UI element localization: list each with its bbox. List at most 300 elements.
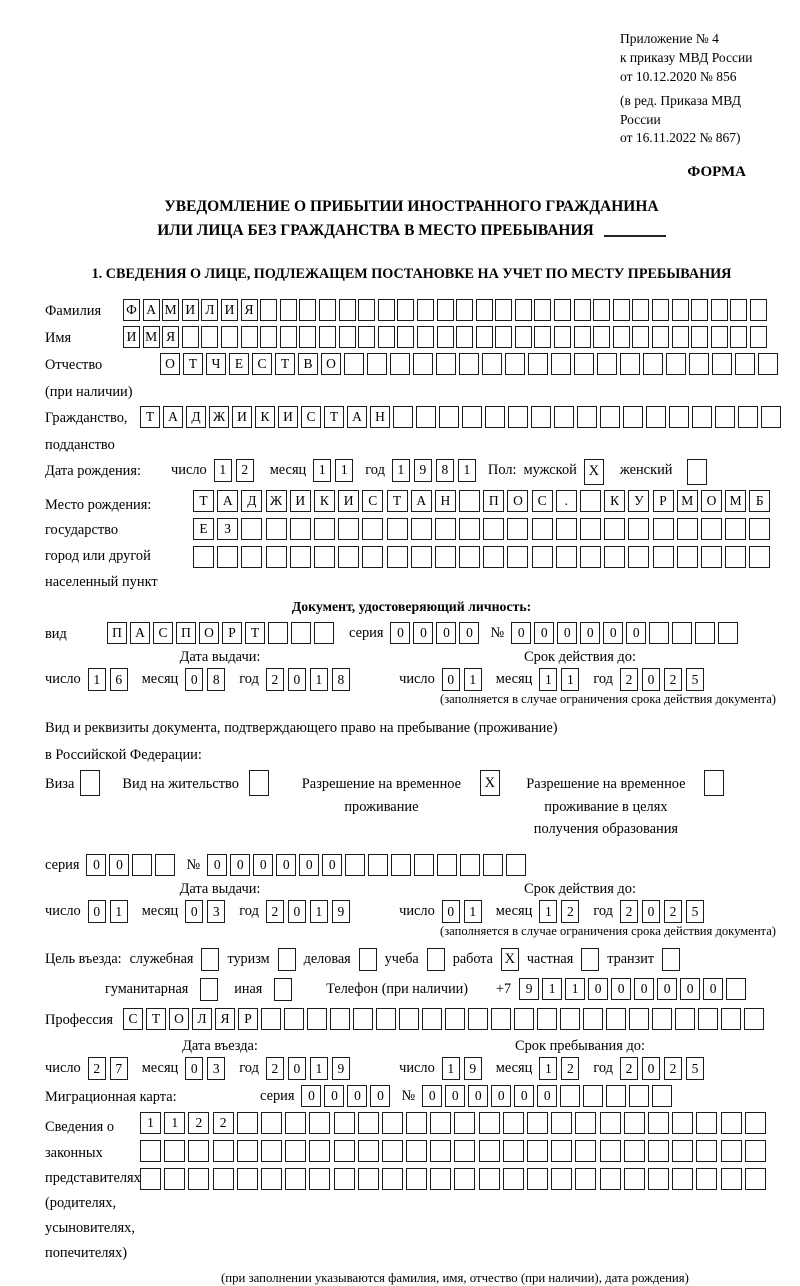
char-cell[interactable]: 1 <box>539 900 557 923</box>
char-cell[interactable] <box>554 299 571 321</box>
char-cell[interactable] <box>495 326 512 348</box>
vnzh-checkbox[interactable] <box>249 770 269 796</box>
char-cell[interactable]: 9 <box>332 1057 350 1080</box>
char-cell[interactable] <box>646 406 666 428</box>
char-cell[interactable]: П <box>107 622 127 644</box>
char-cell[interactable] <box>672 1168 693 1190</box>
char-cell[interactable] <box>672 326 689 348</box>
char-cell[interactable]: 0 <box>642 1057 660 1080</box>
char-cell[interactable]: 9 <box>464 1057 482 1080</box>
char-cell[interactable]: 0 <box>642 900 660 923</box>
char-cell[interactable]: 2 <box>188 1112 209 1134</box>
char-cell[interactable]: Р <box>222 622 242 644</box>
char-cell[interactable] <box>677 518 698 540</box>
char-cell[interactable] <box>503 1140 524 1162</box>
char-cell[interactable] <box>554 326 571 348</box>
char-cell[interactable]: Я <box>241 299 258 321</box>
char-cell[interactable]: 3 <box>207 1057 225 1080</box>
char-cell[interactable]: 0 <box>288 668 306 691</box>
char-cell[interactable] <box>624 1168 645 1190</box>
char-cell[interactable]: Я <box>162 326 179 348</box>
char-cell[interactable]: И <box>221 299 238 321</box>
char-cell[interactable]: Т <box>193 490 214 512</box>
char-cell[interactable]: В <box>298 353 318 375</box>
char-cell[interactable]: 2 <box>561 1057 579 1080</box>
char-cell[interactable] <box>376 1008 396 1030</box>
char-cell[interactable] <box>382 1140 403 1162</box>
doc-number-cells[interactable] <box>511 622 741 644</box>
char-cell[interactable] <box>672 299 689 321</box>
char-cell[interactable] <box>362 518 383 540</box>
char-cell[interactable]: 1 <box>561 668 579 691</box>
char-cell[interactable]: 0 <box>288 1057 306 1080</box>
char-cell[interactable]: 6 <box>110 668 128 691</box>
char-cell[interactable] <box>460 854 480 876</box>
birth-day-cells[interactable] <box>214 459 258 482</box>
char-cell[interactable]: 0 <box>253 854 273 876</box>
char-cell[interactable] <box>454 1168 475 1190</box>
char-cell[interactable] <box>624 1112 645 1134</box>
char-cell[interactable]: Т <box>245 622 265 644</box>
char-cell[interactable] <box>422 1008 442 1030</box>
char-cell[interactable] <box>459 490 480 512</box>
char-cell[interactable] <box>554 406 574 428</box>
char-cell[interactable]: К <box>604 490 625 512</box>
char-cell[interactable]: Р <box>653 490 674 512</box>
char-cell[interactable] <box>314 546 335 568</box>
char-cell[interactable] <box>534 299 551 321</box>
char-cell[interactable] <box>575 1140 596 1162</box>
entry-year-cells[interactable] <box>266 1057 354 1080</box>
char-cell[interactable]: 0 <box>422 1085 442 1107</box>
char-cell[interactable] <box>597 353 617 375</box>
char-cell[interactable]: 0 <box>288 900 306 923</box>
surname-cells[interactable] <box>123 299 770 321</box>
char-cell[interactable] <box>574 299 591 321</box>
char-cell[interactable] <box>260 326 277 348</box>
char-cell[interactable] <box>721 1168 742 1190</box>
char-cell[interactable] <box>479 1168 500 1190</box>
char-cell[interactable] <box>515 299 532 321</box>
char-cell[interactable] <box>391 854 411 876</box>
char-cell[interactable] <box>689 353 709 375</box>
char-cell[interactable] <box>649 622 669 644</box>
valid-year-cells[interactable] <box>620 668 708 691</box>
char-cell[interactable]: 2 <box>266 1057 284 1080</box>
char-cell[interactable]: 0 <box>370 1085 390 1107</box>
char-cell[interactable] <box>382 1168 403 1190</box>
issue-month-cells[interactable] <box>185 668 229 691</box>
char-cell[interactable]: 0 <box>557 622 577 644</box>
char-cell[interactable]: Ч <box>206 353 226 375</box>
char-cell[interactable] <box>319 299 336 321</box>
char-cell[interactable]: 0 <box>86 854 106 876</box>
char-cell[interactable] <box>479 1112 500 1134</box>
rvpo-checkbox[interactable] <box>704 770 724 796</box>
doc-kind-cells[interactable] <box>107 622 337 644</box>
char-cell[interactable]: 1 <box>313 459 331 482</box>
purpose-ucheba-checkbox[interactable] <box>427 948 445 971</box>
res-valid-month-cells[interactable] <box>539 900 583 923</box>
char-cell[interactable] <box>629 1008 649 1030</box>
char-cell[interactable]: М <box>162 299 179 321</box>
char-cell[interactable]: 1 <box>140 1112 161 1134</box>
char-cell[interactable] <box>715 406 735 428</box>
char-cell[interactable]: 2 <box>664 900 682 923</box>
char-cell[interactable] <box>213 1168 234 1190</box>
char-cell[interactable] <box>334 1140 355 1162</box>
char-cell[interactable]: И <box>338 490 359 512</box>
char-cell[interactable] <box>551 1168 572 1190</box>
char-cell[interactable] <box>580 546 601 568</box>
char-cell[interactable] <box>696 1140 717 1162</box>
char-cell[interactable] <box>692 406 712 428</box>
char-cell[interactable]: Р <box>238 1008 258 1030</box>
char-cell[interactable] <box>495 299 512 321</box>
purpose-rabota-checkbox[interactable]: X <box>501 948 519 971</box>
char-cell[interactable]: 1 <box>458 459 476 482</box>
purpose-turizm-checkbox[interactable] <box>278 948 296 971</box>
char-cell[interactable]: И <box>290 490 311 512</box>
char-cell[interactable] <box>260 299 277 321</box>
char-cell[interactable] <box>721 1112 742 1134</box>
char-cell[interactable] <box>387 546 408 568</box>
char-cell[interactable]: 2 <box>620 900 638 923</box>
char-cell[interactable] <box>583 1008 603 1030</box>
char-cell[interactable] <box>691 326 708 348</box>
char-cell[interactable]: 1 <box>214 459 232 482</box>
char-cell[interactable] <box>393 406 413 428</box>
char-cell[interactable]: 1 <box>310 900 328 923</box>
char-cell[interactable] <box>537 1008 557 1030</box>
char-cell[interactable] <box>430 1140 451 1162</box>
char-cell[interactable]: 0 <box>626 622 646 644</box>
char-cell[interactable]: З <box>217 518 238 540</box>
char-cell[interactable]: Ж <box>209 406 229 428</box>
char-cell[interactable]: Т <box>183 353 203 375</box>
char-cell[interactable] <box>744 1008 764 1030</box>
char-cell[interactable] <box>261 1112 282 1134</box>
char-cell[interactable]: С <box>252 353 272 375</box>
char-cell[interactable]: 2 <box>620 668 638 691</box>
char-cell[interactable]: 1 <box>392 459 410 482</box>
char-cell[interactable] <box>358 1112 379 1134</box>
char-cell[interactable] <box>485 406 505 428</box>
char-cell[interactable] <box>435 546 456 568</box>
char-cell[interactable] <box>613 326 630 348</box>
entry-day-cells[interactable] <box>88 1057 132 1080</box>
char-cell[interactable]: 0 <box>445 1085 465 1107</box>
representatives-row3-cells[interactable] <box>140 1168 769 1190</box>
char-cell[interactable] <box>237 1168 258 1190</box>
char-cell[interactable] <box>417 299 434 321</box>
char-cell[interactable] <box>721 1140 742 1162</box>
char-cell[interactable]: А <box>130 622 150 644</box>
char-cell[interactable]: Т <box>140 406 160 428</box>
char-cell[interactable]: 1 <box>539 668 557 691</box>
char-cell[interactable] <box>362 546 383 568</box>
char-cell[interactable] <box>534 326 551 348</box>
char-cell[interactable]: М <box>143 326 160 348</box>
issue-year-cells[interactable] <box>266 668 354 691</box>
char-cell[interactable] <box>241 518 262 540</box>
char-cell[interactable]: 0 <box>185 1057 203 1080</box>
purpose-delovaya-checkbox[interactable] <box>359 948 377 971</box>
char-cell[interactable] <box>613 299 630 321</box>
char-cell[interactable] <box>284 1008 304 1030</box>
char-cell[interactable] <box>155 854 175 876</box>
char-cell[interactable] <box>358 1168 379 1190</box>
char-cell[interactable]: О <box>507 490 528 512</box>
char-cell[interactable] <box>334 1168 355 1190</box>
char-cell[interactable] <box>309 1140 330 1162</box>
char-cell[interactable]: 0 <box>534 622 554 644</box>
representatives-row2-cells[interactable] <box>140 1140 769 1162</box>
char-cell[interactable] <box>416 406 436 428</box>
char-cell[interactable] <box>575 1168 596 1190</box>
char-cell[interactable]: 1 <box>310 668 328 691</box>
stay-day-cells[interactable] <box>442 1057 486 1080</box>
char-cell[interactable]: А <box>143 299 160 321</box>
char-cell[interactable]: Н <box>435 490 456 512</box>
char-cell[interactable]: 0 <box>642 668 660 691</box>
char-cell[interactable] <box>344 353 364 375</box>
char-cell[interactable]: 0 <box>580 622 600 644</box>
char-cell[interactable] <box>414 854 434 876</box>
char-cell[interactable] <box>695 622 715 644</box>
char-cell[interactable]: Т <box>146 1008 166 1030</box>
char-cell[interactable]: 2 <box>266 668 284 691</box>
char-cell[interactable] <box>280 299 297 321</box>
char-cell[interactable] <box>437 326 454 348</box>
char-cell[interactable]: 0 <box>88 900 106 923</box>
char-cell[interactable] <box>652 299 669 321</box>
char-cell[interactable]: Б <box>749 490 770 512</box>
char-cell[interactable]: М <box>677 490 698 512</box>
char-cell[interactable] <box>437 854 457 876</box>
char-cell[interactable] <box>750 299 767 321</box>
char-cell[interactable] <box>188 1140 209 1162</box>
char-cell[interactable] <box>290 546 311 568</box>
char-cell[interactable]: 0 <box>322 854 342 876</box>
char-cell[interactable]: 1 <box>110 900 128 923</box>
char-cell[interactable]: 8 <box>332 668 350 691</box>
char-cell[interactable]: 0 <box>301 1085 321 1107</box>
char-cell[interactable] <box>213 1140 234 1162</box>
char-cell[interactable] <box>280 326 297 348</box>
char-cell[interactable] <box>140 1168 161 1190</box>
res-valid-day-cells[interactable] <box>442 900 486 923</box>
purpose-tranzit-checkbox[interactable] <box>662 948 680 971</box>
char-cell[interactable]: У <box>628 490 649 512</box>
char-cell[interactable] <box>406 1140 427 1162</box>
char-cell[interactable]: А <box>347 406 367 428</box>
char-cell[interactable] <box>382 1112 403 1134</box>
char-cell[interactable] <box>551 1112 572 1134</box>
char-cell[interactable]: 0 <box>611 978 631 1000</box>
char-cell[interactable] <box>606 1085 626 1107</box>
char-cell[interactable]: 9 <box>414 459 432 482</box>
char-cell[interactable] <box>338 546 359 568</box>
char-cell[interactable]: 0 <box>588 978 608 1000</box>
char-cell[interactable] <box>285 1112 306 1134</box>
char-cell[interactable] <box>632 326 649 348</box>
char-cell[interactable]: 8 <box>207 668 225 691</box>
char-cell[interactable] <box>600 1168 621 1190</box>
char-cell[interactable] <box>430 1112 451 1134</box>
char-cell[interactable] <box>527 1140 548 1162</box>
char-cell[interactable]: А <box>217 490 238 512</box>
rvp-checkbox[interactable]: X <box>480 770 500 796</box>
char-cell[interactable]: Ж <box>266 490 287 512</box>
char-cell[interactable]: 0 <box>299 854 319 876</box>
purpose-chastnaya-checkbox[interactable] <box>581 948 599 971</box>
char-cell[interactable]: 1 <box>565 978 585 1000</box>
char-cell[interactable]: С <box>301 406 321 428</box>
char-cell[interactable] <box>482 353 502 375</box>
char-cell[interactable] <box>623 406 643 428</box>
char-cell[interactable] <box>600 1112 621 1134</box>
char-cell[interactable] <box>397 326 414 348</box>
char-cell[interactable] <box>399 1008 419 1030</box>
char-cell[interactable]: 0 <box>680 978 700 1000</box>
char-cell[interactable]: 5 <box>686 1057 704 1080</box>
char-cell[interactable] <box>387 518 408 540</box>
stay-year-cells[interactable] <box>620 1057 708 1080</box>
char-cell[interactable] <box>532 546 553 568</box>
char-cell[interactable] <box>476 326 493 348</box>
birthplace-row1-cells[interactable] <box>193 490 774 512</box>
citizenship-cells[interactable] <box>140 406 784 428</box>
char-cell[interactable] <box>338 518 359 540</box>
char-cell[interactable] <box>339 326 356 348</box>
char-cell[interactable]: 2 <box>236 459 254 482</box>
char-cell[interactable] <box>406 1168 427 1190</box>
char-cell[interactable] <box>261 1140 282 1162</box>
char-cell[interactable]: 0 <box>347 1085 367 1107</box>
char-cell[interactable]: 0 <box>436 622 456 644</box>
char-cell[interactable] <box>491 1008 511 1030</box>
char-cell[interactable]: 1 <box>164 1112 185 1134</box>
char-cell[interactable] <box>345 854 365 876</box>
char-cell[interactable] <box>468 1008 488 1030</box>
char-cell[interactable] <box>730 299 747 321</box>
char-cell[interactable] <box>514 1008 534 1030</box>
char-cell[interactable] <box>261 1008 281 1030</box>
char-cell[interactable] <box>411 518 432 540</box>
char-cell[interactable] <box>531 406 551 428</box>
char-cell[interactable] <box>750 326 767 348</box>
char-cell[interactable]: И <box>123 326 140 348</box>
char-cell[interactable] <box>560 1085 580 1107</box>
char-cell[interactable] <box>437 299 454 321</box>
char-cell[interactable]: А <box>411 490 432 512</box>
char-cell[interactable] <box>725 546 746 568</box>
char-cell[interactable] <box>483 518 504 540</box>
res-issue-month-cells[interactable] <box>185 900 229 923</box>
char-cell[interactable] <box>456 326 473 348</box>
char-cell[interactable] <box>413 353 433 375</box>
char-cell[interactable] <box>577 406 597 428</box>
entry-month-cells[interactable] <box>185 1057 229 1080</box>
char-cell[interactable] <box>515 326 532 348</box>
char-cell[interactable] <box>462 406 482 428</box>
char-cell[interactable]: 2 <box>664 1057 682 1080</box>
char-cell[interactable] <box>758 353 778 375</box>
char-cell[interactable]: П <box>176 622 196 644</box>
purpose-sluzhebnaya-checkbox[interactable] <box>201 948 219 971</box>
char-cell[interactable]: С <box>362 490 383 512</box>
char-cell[interactable] <box>711 299 728 321</box>
char-cell[interactable]: Л <box>192 1008 212 1030</box>
valid-month-cells[interactable] <box>539 668 583 691</box>
char-cell[interactable] <box>358 299 375 321</box>
char-cell[interactable] <box>672 1112 693 1134</box>
char-cell[interactable]: 0 <box>459 622 479 644</box>
char-cell[interactable] <box>507 546 528 568</box>
migration-number-cells[interactable] <box>422 1085 675 1107</box>
char-cell[interactable] <box>624 1140 645 1162</box>
char-cell[interactable]: 0 <box>514 1085 534 1107</box>
char-cell[interactable] <box>314 518 335 540</box>
purpose-gumanitarnaya-checkbox[interactable] <box>200 978 218 1001</box>
char-cell[interactable] <box>417 326 434 348</box>
char-cell[interactable] <box>291 622 311 644</box>
char-cell[interactable] <box>261 1168 282 1190</box>
char-cell[interactable] <box>479 1140 500 1162</box>
char-cell[interactable] <box>648 1112 669 1134</box>
valid-day-cells[interactable] <box>442 668 486 691</box>
char-cell[interactable] <box>726 978 746 1000</box>
char-cell[interactable] <box>483 854 503 876</box>
char-cell[interactable] <box>749 518 770 540</box>
char-cell[interactable] <box>237 1140 258 1162</box>
birth-month-cells[interactable] <box>313 459 357 482</box>
char-cell[interactable]: 3 <box>207 900 225 923</box>
purpose-inaya-checkbox[interactable] <box>274 978 292 1001</box>
char-cell[interactable] <box>330 1008 350 1030</box>
char-cell[interactable]: Я <box>215 1008 235 1030</box>
char-cell[interactable] <box>745 1140 766 1162</box>
char-cell[interactable]: 1 <box>539 1057 557 1080</box>
char-cell[interactable] <box>691 299 708 321</box>
char-cell[interactable] <box>600 1140 621 1162</box>
char-cell[interactable] <box>556 546 577 568</box>
doc-seriya-cells[interactable] <box>390 622 482 644</box>
char-cell[interactable] <box>628 518 649 540</box>
char-cell[interactable] <box>738 406 758 428</box>
char-cell[interactable]: 0 <box>442 900 460 923</box>
char-cell[interactable] <box>677 546 698 568</box>
char-cell[interactable] <box>652 326 669 348</box>
char-cell[interactable] <box>439 406 459 428</box>
char-cell[interactable] <box>653 546 674 568</box>
char-cell[interactable]: 0 <box>185 668 203 691</box>
char-cell[interactable]: 0 <box>657 978 677 1000</box>
migration-seriya-cells[interactable] <box>301 1085 393 1107</box>
char-cell[interactable]: И <box>278 406 298 428</box>
char-cell[interactable] <box>628 546 649 568</box>
patronymic-cells[interactable] <box>160 353 781 375</box>
char-cell[interactable] <box>721 1008 741 1030</box>
char-cell[interactable]: С <box>532 490 553 512</box>
char-cell[interactable]: О <box>169 1008 189 1030</box>
char-cell[interactable] <box>285 1168 306 1190</box>
char-cell[interactable]: И <box>182 299 199 321</box>
char-cell[interactable]: 1 <box>464 900 482 923</box>
char-cell[interactable] <box>632 299 649 321</box>
char-cell[interactable]: И <box>232 406 252 428</box>
